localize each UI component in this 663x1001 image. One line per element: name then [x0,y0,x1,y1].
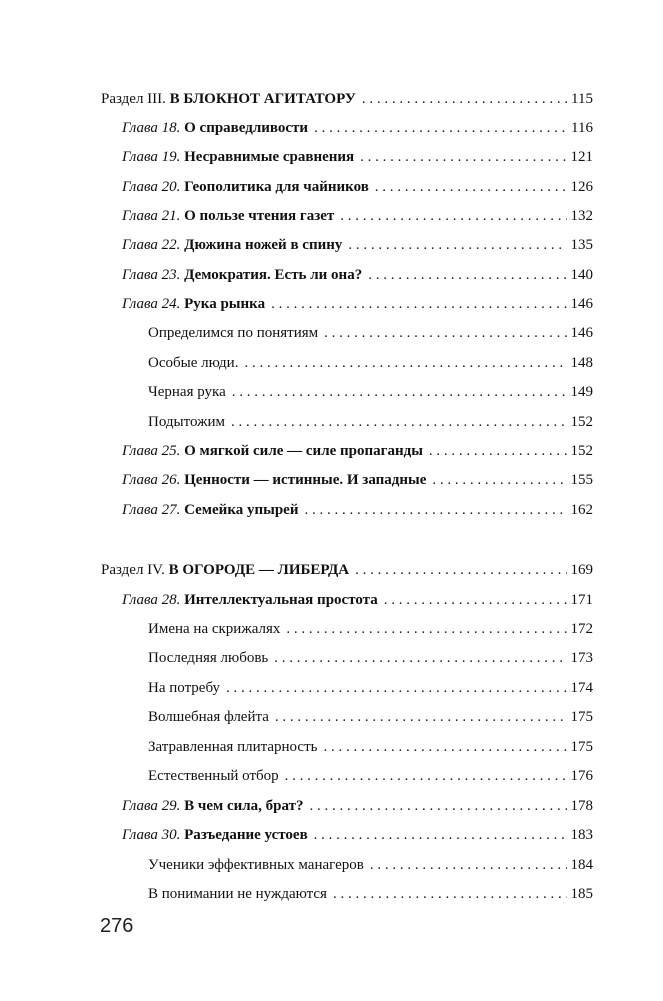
dot-leader [244,354,566,372]
entry-label [101,90,356,108]
entry-label [122,471,426,489]
section-title: В БЛОКНОТ АГИТАТОРУ [169,91,356,107]
entry-title: В понимании не нуждаются [148,886,327,902]
dot-leader [384,591,567,609]
entry-title: На потребу [148,680,221,696]
dot-leader [324,324,566,342]
page-number: 116 [571,120,593,136]
entry-label [148,354,238,372]
page-number: 140 [570,267,593,283]
chapter-prefix: Глава 20. [122,179,181,195]
toc-entry-chapter [122,207,593,225]
entry-label [122,501,298,519]
entry-title: Определимся по понятиям [148,325,319,341]
entry-title: Интеллектуальная простота [184,592,378,608]
page-folio-number: 276 [100,915,134,937]
chapter-prefix: Глава 21. [122,208,181,224]
page-number: 173 [570,650,593,666]
entry-label [122,178,369,196]
entry-label [101,561,349,579]
page-number: 152 [570,443,593,459]
chapter-prefix: Глава 26. [122,472,181,488]
toc-entry-subsection [148,413,593,431]
dot-leader [340,207,566,225]
entry-label [122,442,423,460]
page-number: 135 [570,237,593,253]
page-number: 175 [570,739,593,755]
dot-leader [314,826,567,844]
page-number: 171 [570,592,593,608]
page-number: 172 [570,621,593,637]
toc-entry-chapter [122,797,593,815]
toc-entry-subsection [148,856,593,874]
toc-entry-subsection [148,649,593,667]
entry-label [148,649,268,667]
entry-label [122,236,342,254]
page-number: 185 [570,886,593,902]
entry-label [148,620,280,638]
entry-title: Геополитика для чайников [184,179,369,195]
dot-leader [368,266,566,284]
toc-entry-chapter [122,295,593,313]
toc-entry-subsection [148,383,593,401]
entry-title: Ценности — истинные. И западные [184,472,427,488]
dot-leader [275,708,567,726]
toc-entry-subsection [148,738,593,756]
page-number: 155 [570,472,593,488]
entry-title: Имена на скрижалях [148,621,281,637]
toc-entry-chapter [122,178,593,196]
chapter-prefix: Глава 28. [122,592,181,608]
entry-label [122,148,354,166]
entry-title: В чем сила, брат? [184,798,304,814]
toc-entry-chapter [122,826,593,844]
dot-leader [348,236,566,254]
entry-title: Последняя любовь [148,650,269,666]
dot-leader [274,649,566,667]
entry-label [122,266,362,284]
page-number: 126 [570,179,593,195]
page-number: 146 [570,325,593,341]
entry-label [148,708,269,726]
chapter-prefix: Глава 23. [122,267,181,283]
page-number: 175 [570,709,593,725]
page-number: 146 [570,296,593,312]
toc-entry-subsection [148,679,593,697]
entry-title: Демократия. Есть ли она? [184,267,363,283]
toc-entry-chapter [122,591,593,609]
page-number: 183 [570,827,593,843]
dot-leader [323,738,566,756]
toc-entry-chapter [122,236,593,254]
entry-title: Затравленная плитарность [148,739,318,755]
page-number: 152 [570,414,593,430]
entry-title: Черная рука [148,384,226,400]
page-number: 121 [570,149,593,165]
page-number: 174 [570,680,593,696]
entry-title: Семейка упырей [184,502,299,518]
entry-label [148,324,318,342]
entry-label [148,885,327,903]
dot-leader [304,501,566,519]
dot-leader [355,561,566,579]
page-number: 162 [570,502,593,518]
entry-title: Ученики эффективных манагеров [148,857,364,873]
entry-label [122,119,308,137]
entry-label [122,826,308,844]
entry-label [122,207,334,225]
dot-leader [362,90,567,108]
dot-leader [231,413,567,431]
dot-leader [286,620,566,638]
entry-title: О справедливости [184,120,309,136]
entry-label [148,767,279,785]
dot-leader [432,471,566,489]
toc-entry-chapter [122,148,593,166]
chapter-prefix: Глава 29. [122,798,181,814]
dot-leader [333,885,567,903]
chapter-prefix: Глава 22. [122,237,181,253]
page-number: 169 [570,562,593,578]
section-prefix: Раздел IV. [101,562,165,578]
chapter-prefix: Глава 30. [122,827,181,843]
dot-leader [370,856,567,874]
toc-entry-subsection [148,620,593,638]
dot-leader [285,767,567,785]
entry-label [148,679,220,697]
page-number: 176 [570,768,593,784]
dot-leader [360,148,566,166]
entry-title: Разъедание устоев [184,827,308,843]
section-heading [101,561,593,579]
toc-entry-subsection [148,767,593,785]
toc-entry-chapter [122,442,593,460]
toc-entry-subsection [148,885,593,903]
entry-title: Несравнимые сравнения [184,149,355,165]
page-number: 149 [570,384,593,400]
chapter-prefix: Глава 24. [122,296,181,312]
entry-label [148,383,226,401]
page-number: 132 [570,208,593,224]
dot-leader [375,178,567,196]
entry-label [148,856,364,874]
dot-leader [314,119,567,137]
chapter-prefix: Глава 18. [122,120,181,136]
entry-title: Особые люди. [148,355,239,371]
toc-entry-subsection [148,324,593,342]
chapter-prefix: Глава 27. [122,502,181,518]
entry-title: Естественный отбор [148,768,279,784]
toc-entry-chapter [122,266,593,284]
toc-entry-subsection [148,708,593,726]
chapter-prefix: Глава 19. [122,149,181,165]
entry-label [148,738,317,756]
page-number: 115 [571,91,593,107]
toc-entry-chapter [122,501,593,519]
dot-leader [429,442,567,460]
dot-leader [232,383,567,401]
entry-label [122,591,378,609]
entry-title: Дюжина ножей в спину [184,237,343,253]
toc-entry-chapter [122,119,593,137]
dot-leader [310,797,567,815]
dot-leader [226,679,566,697]
page-number: 184 [570,857,593,873]
entry-label [148,413,225,431]
section-heading [101,90,593,108]
section-prefix: Раздел III. [101,91,166,107]
entry-title: Подытожим [148,414,225,430]
entry-title: Волшебная флейта [148,709,269,725]
page-number: 178 [570,798,593,814]
dot-leader [271,295,566,313]
toc-entry-chapter [122,471,593,489]
entry-label [122,295,265,313]
chapter-prefix: Глава 25. [122,443,181,459]
page-number: 148 [570,355,593,371]
entry-title: О мягкой силе — силе пропаганды [184,443,423,459]
section-title: В ОГОРОДЕ — ЛИБЕРДА [168,562,350,578]
entry-label [122,797,304,815]
entry-title: О пользе чтения газет [184,208,335,224]
toc-entry-subsection [148,354,593,372]
entry-title: Рука рынка [184,296,266,312]
